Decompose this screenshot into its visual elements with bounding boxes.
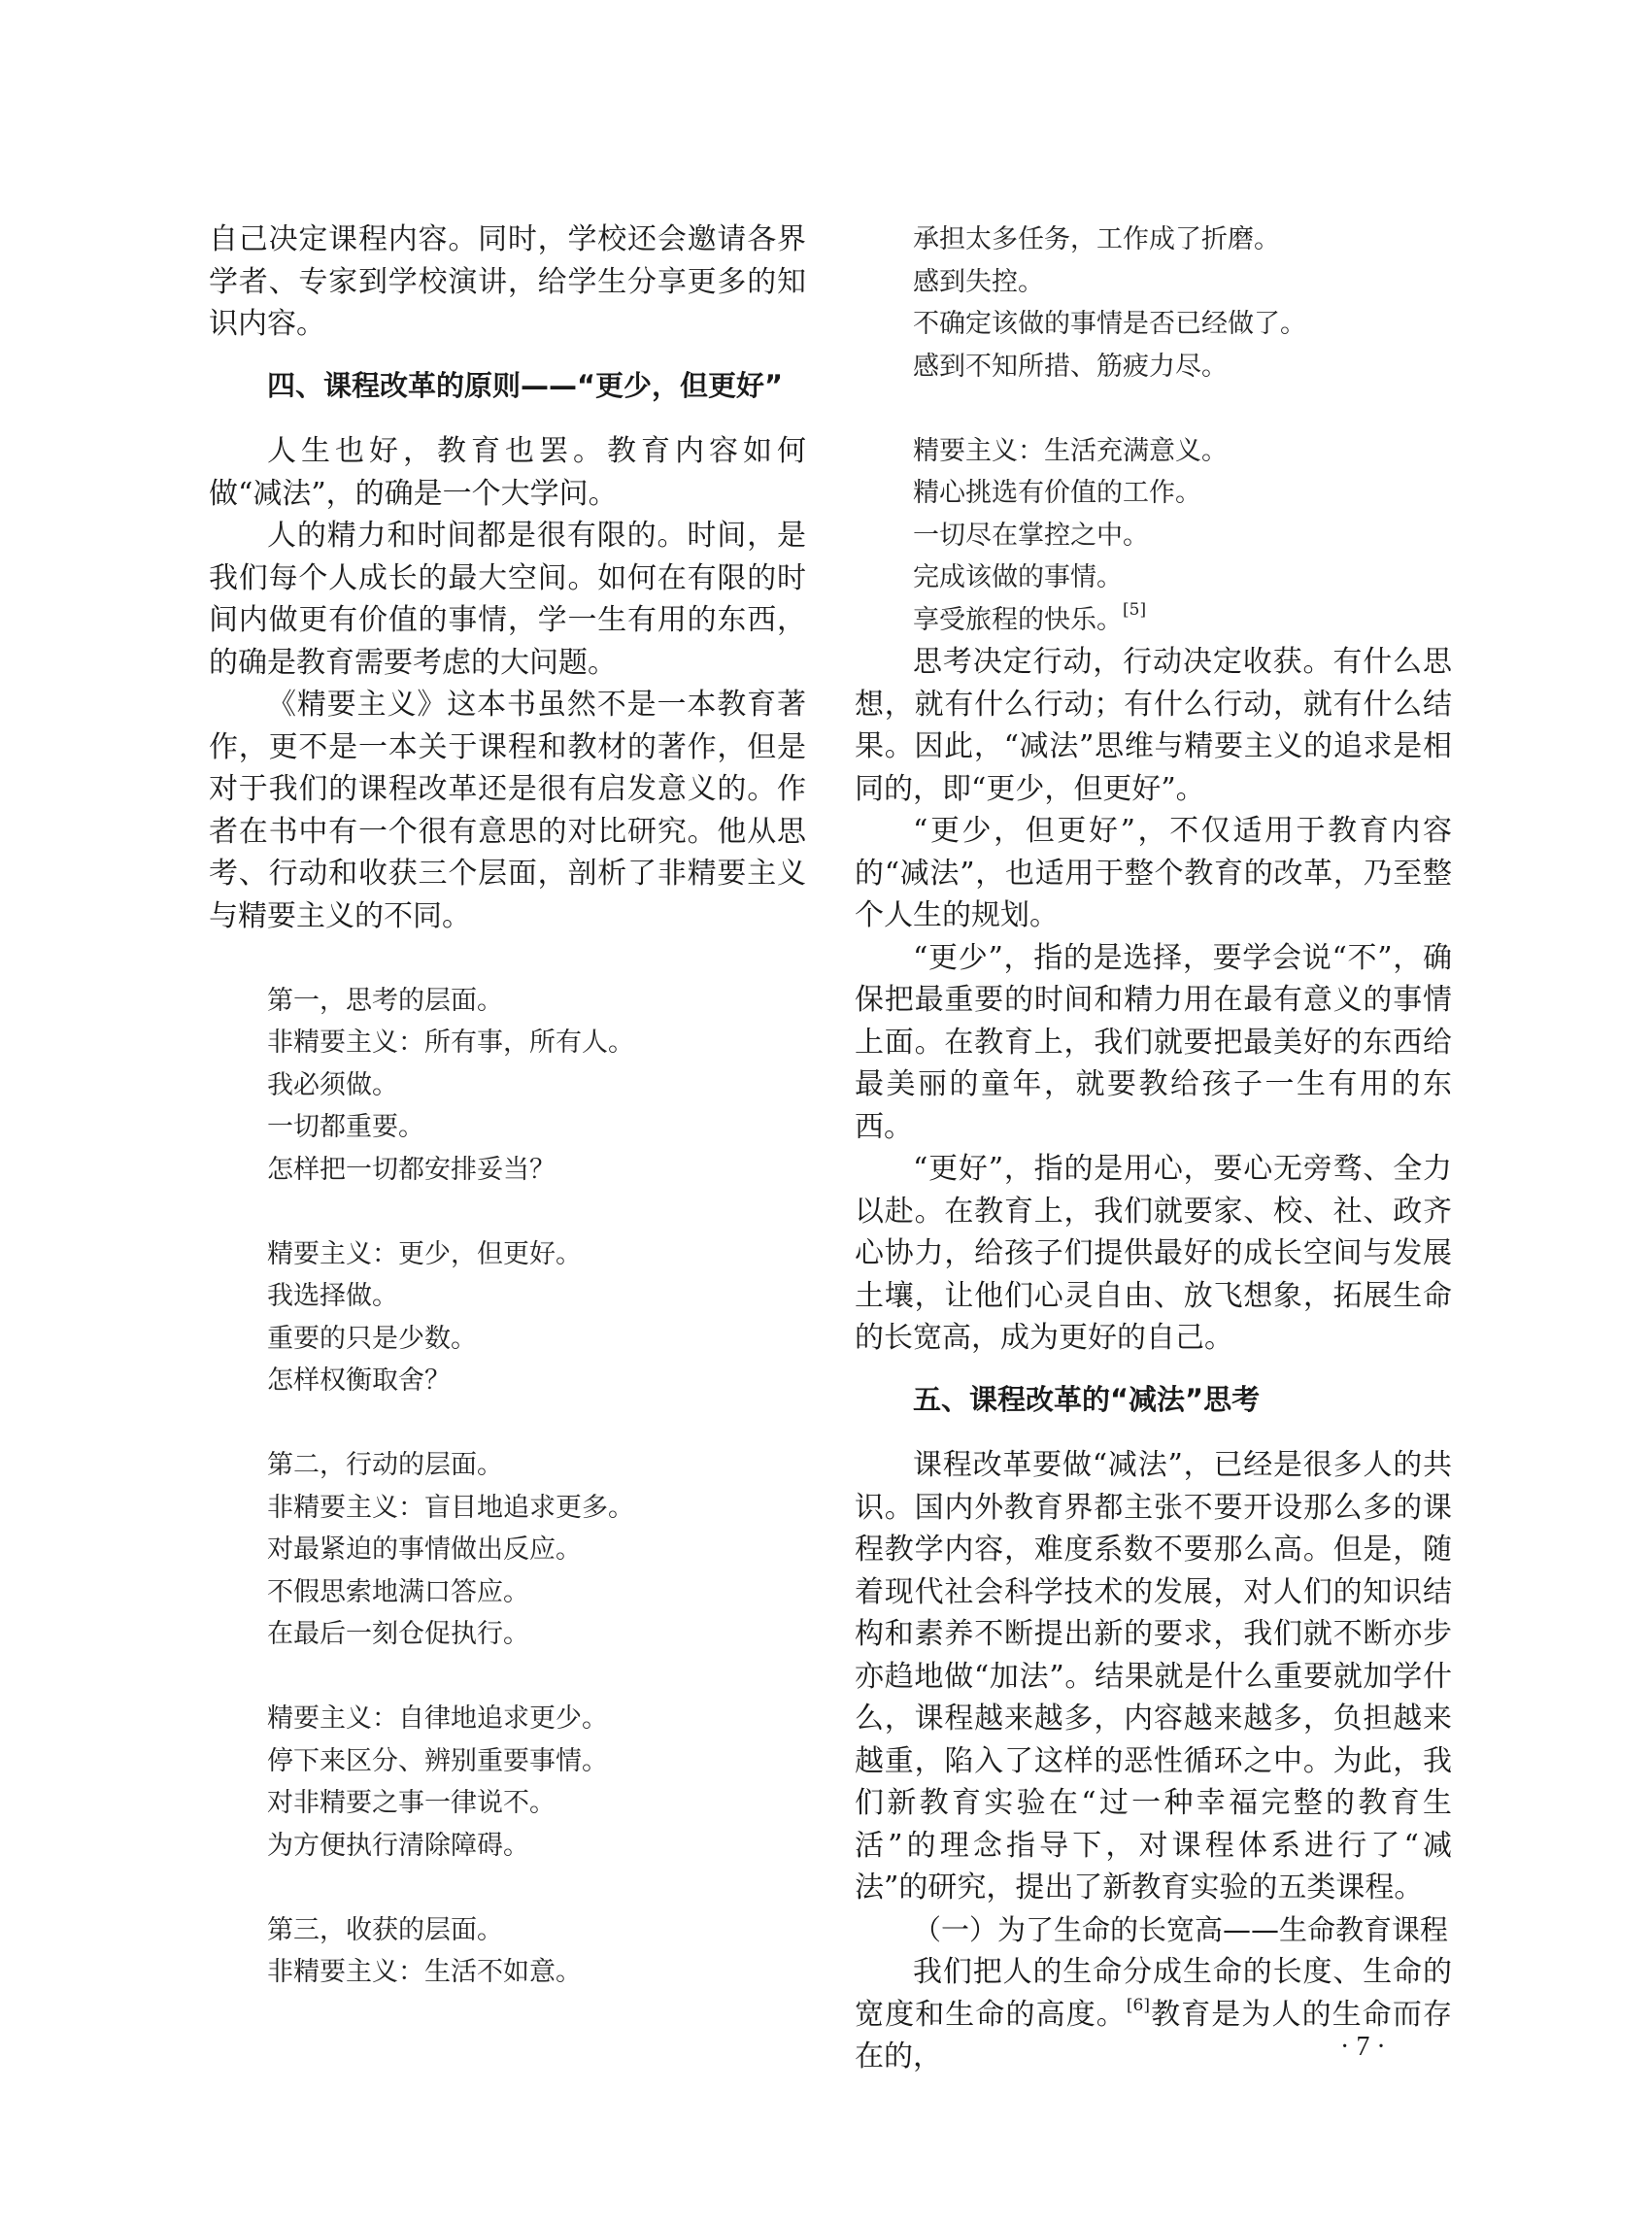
quote-line: 停下来区分、辨别重要事情。 xyxy=(267,1745,608,1776)
paragraph: 课程改革要做“减法”，已经是很多人的共识。国内外教育界都主张不要开设那么多的课程教学内容，难度系数不要那么高。但是，随着现代社会科学技术的发展，对人们的知识结构和素养不断提出新的要求，我们就不断亦步亦趋地做“加法”。结果就是什么重要就加学什么，课程越来越多，内容越来越多，负担越来越重，陷入了这样的恶性循环之中。为此，我们新教育实验在“过一种幸福完整的教育生活”的理念指导下，对课程体系进行了“减法”的研究，提出了新教育实验的五类课程。 xyxy=(855,1448,1452,1905)
paragraph-text: 教育是为人的生命而存在的， xyxy=(855,1997,1453,2073)
quote-line: 重要的只是少数。 xyxy=(267,1323,477,1354)
citation-marker: [5] xyxy=(1123,599,1147,620)
quote-line: 非精要主义：所有事，所有人。 xyxy=(267,1028,634,1058)
quote-line: 对非精要之事一律说不。 xyxy=(267,1788,556,1818)
quote-line: 一切都重要。 xyxy=(267,1112,424,1142)
quote-line: 感到不知所措、筋疲力尽。 xyxy=(913,351,1228,382)
quote-line: 精要主义：自律地追求更少。 xyxy=(267,1703,608,1734)
paragraph: 《精要主义》这本书虽然不是一本教育著作，更不是一本关于课程和教材的著作，但是对于我们的课程改革还是很有启发意义的。作者在书中有一个很有意思的对比研究。他从思考、行动和收获三个层面，剖析了非精要主义与精要主义的不同。 xyxy=(209,688,806,933)
citation-marker: [6] xyxy=(1126,1995,1150,2015)
quote-line: 精要主义：生活充满意义。 xyxy=(913,435,1228,466)
quote-line: 为方便执行清除障碍。 xyxy=(267,1830,529,1861)
quote-line: 不假思索地满口答应。 xyxy=(267,1576,529,1607)
quote-line xyxy=(855,599,1452,642)
paragraph: 人的精力和时间都是很有限的。时间，是我们每个人成长的最大空间。如何在有限的时间内做更有价值的事情，学一生有用的东西，的确是教育需要考虑的大问题。 xyxy=(209,519,806,680)
quote-line: 一切尽在掌控之中。 xyxy=(913,520,1149,551)
paragraph: 人生也好，教育也罢。教育内容如何做“减法”，的确是一个大学问。 xyxy=(209,434,806,511)
quote-line: 精要主义：更少，但更好。 xyxy=(267,1238,582,1269)
section-heading-5: 五、课程改革的“减法”思考 xyxy=(913,1382,1261,1416)
right-column xyxy=(855,219,1452,2078)
quote-line: 非精要主义：生活不如意。 xyxy=(267,1957,582,1987)
left-column xyxy=(209,219,806,1994)
paragraph: “更少，但更好”，不仅适用于教育内容的“减法”，也适用于整个教育的改革，乃至整个人生的规划。 xyxy=(855,814,1452,932)
quote-line: 对最紧迫的事情做出反应。 xyxy=(267,1534,582,1565)
quote-line: 感到失控。 xyxy=(913,266,1044,297)
page-number: · 7 · xyxy=(1340,2032,1386,2062)
quote-line: 第二，行动的层面。 xyxy=(267,1450,503,1480)
quote-line: 第一，思考的层面。 xyxy=(267,985,503,1016)
quote-text: 享受旅程的快乐。 xyxy=(913,604,1123,635)
quote-line: 完成该做的事情。 xyxy=(913,562,1123,592)
quote-line: 精心挑选有价值的工作。 xyxy=(913,478,1201,508)
quote-line: 不确定该做的事情是否已经做了。 xyxy=(913,309,1306,339)
paragraph: “更好”，指的是用心，要心无旁骛、全力以赴。在教育上，我们就要家、校、社、政齐心协力，给孩子们提供最好的成长空间与发展土壤，让他们心灵自由、放飞想象，拓展生命的长宽高，成为更好的自己。 xyxy=(855,1152,1452,1355)
quote-line: 我必须做。 xyxy=(267,1069,398,1100)
quote-line: 怎样权衡取舍？ xyxy=(267,1365,451,1396)
section-heading-4: 四、课程改革的原则——“更少，但更好” xyxy=(267,368,784,402)
subsection-heading: （一）为了生命的长宽高——生命教育课程 xyxy=(913,1912,1449,1946)
quote-line: 怎样把一切都安排妥当？ xyxy=(267,1154,556,1185)
paragraph: “更少”，指的是选择，要学会说“不”，确保把最重要的时间和精力用在最有意义的事情上面。在教育上，我们就要把最美好的东西给最美丽的童年，就要教给孩子一生有用的东西。 xyxy=(855,940,1452,1144)
paragraph: 思考决定行动，行动决定收获。有什么思想，就有什么行动；有什么行动，就有什么结果。因此，“减法”思维与精要主义的追求是相同的，即“更少，但更好”。 xyxy=(855,645,1452,806)
quote-line: 在最后一刻仓促执行。 xyxy=(267,1619,529,1649)
quote-line: 非精要主义：盲目地追求更多。 xyxy=(267,1492,634,1523)
quote-line: 我选择做。 xyxy=(267,1281,398,1311)
quote-line: 第三，收获的层面。 xyxy=(267,1914,503,1945)
paragraph-text: 我们把人的生命分成生命的长度、生命的宽度和生命的高度。 xyxy=(855,1955,1452,2032)
quote-line: 承担太多任务，工作成了折磨。 xyxy=(913,224,1280,254)
paragraph-intro: 自己决定课程内容。同时，学校还会邀请各界学者、专家到学校演讲，给学生分享更多的知识内容。 xyxy=(209,222,806,341)
